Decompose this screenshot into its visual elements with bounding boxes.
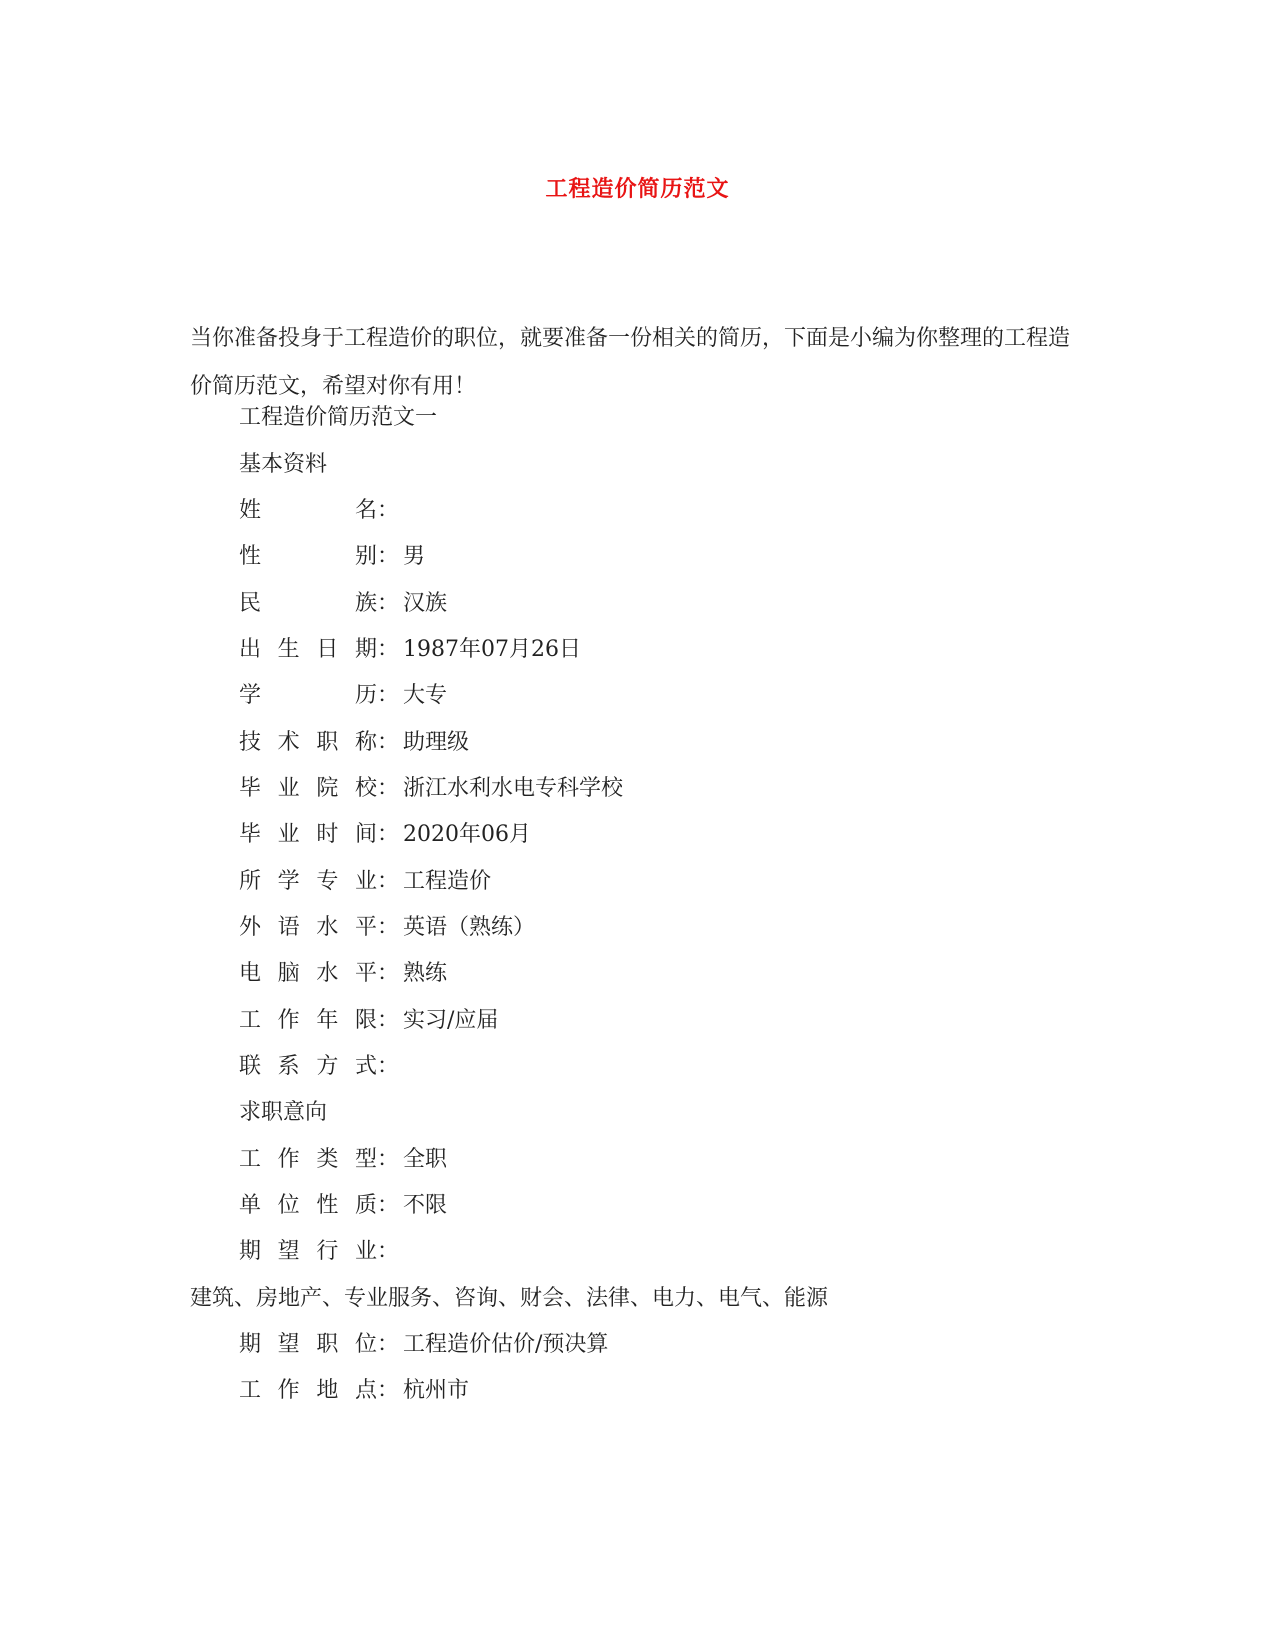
field-colon: ：	[377, 1193, 400, 1218]
field-row-major	[239, 864, 491, 895]
field-colon: ：	[377, 683, 400, 708]
field-colon: ：	[377, 822, 400, 847]
field-colon: ：	[377, 544, 400, 569]
field-value: 1987年07月26日	[403, 637, 581, 662]
field-value: 助理级	[403, 730, 470, 755]
field-value: 工程造价	[403, 869, 492, 894]
field-label: 性 别	[239, 544, 377, 569]
field-colon: ：	[377, 1147, 400, 1172]
field-row-computer	[239, 956, 447, 987]
job-intent-heading: 求职意向	[239, 1100, 328, 1125]
section-title: 工程造价简历范文一	[239, 405, 438, 430]
field-colon: ：	[377, 1008, 400, 1033]
field-colon: ：	[377, 591, 400, 616]
field-row-school	[239, 771, 623, 802]
field-value: 全职	[403, 1147, 448, 1172]
field-row-location	[239, 1373, 469, 1404]
field-colon: ：	[377, 915, 400, 940]
field-row-company-type	[239, 1188, 447, 1219]
field-row-education	[239, 678, 447, 709]
field-row-position	[239, 1327, 608, 1358]
field-value: 大专	[403, 683, 448, 708]
field-row-experience	[239, 1003, 498, 1034]
field-colon: ：	[377, 961, 400, 986]
field-row-graduation	[239, 817, 531, 848]
field-label: 毕业院校	[239, 776, 377, 801]
field-value: 熟练	[403, 961, 448, 986]
field-label: 民 族	[239, 591, 377, 616]
field-label: 姓 名	[239, 498, 377, 523]
field-label: 期望行业	[239, 1239, 377, 1264]
field-colon: ：	[377, 1239, 400, 1264]
industries-list: 建筑、房地产、专业服务、咨询、财会、法律、电力、电气、能源	[190, 1286, 829, 1311]
field-colon: ：	[377, 1054, 400, 1079]
field-label: 工作年限	[239, 1008, 377, 1033]
field-colon: ：	[377, 1332, 400, 1357]
document-title: 工程造价简历范文	[545, 176, 730, 202]
field-row-gender	[239, 539, 425, 570]
field-label: 技术职称	[239, 730, 377, 755]
field-label: 联系方式	[239, 1054, 377, 1079]
field-value: 2020年06月	[403, 822, 531, 847]
field-row-job-type	[239, 1142, 447, 1173]
field-value: 不限	[403, 1193, 448, 1218]
field-label: 外语水平	[239, 915, 377, 940]
field-label: 所学专业	[239, 869, 377, 894]
field-label: 学 历	[239, 683, 377, 708]
field-colon: ：	[377, 776, 400, 801]
field-value: 杭州市	[403, 1378, 470, 1403]
field-colon: ：	[377, 869, 400, 894]
field-value: 浙江水利水电专科学校	[403, 776, 624, 801]
field-colon: ：	[377, 730, 400, 755]
field-value: 实习/应届	[403, 1008, 499, 1033]
field-colon: ：	[377, 498, 400, 523]
field-value: 工程造价估价/预决算	[403, 1332, 609, 1357]
field-label: 工作类型	[239, 1147, 377, 1172]
field-row-language	[239, 910, 535, 941]
field-row-industry	[239, 1234, 403, 1265]
intro-paragraph: 当你准备投身于工程造价的职位，就要准备一份相关的简历，下面是小编为你整理的工程造价简历范文，希望对你有用！	[190, 326, 1071, 399]
field-row-ethnicity	[239, 586, 447, 617]
field-label: 电脑水平	[239, 961, 377, 986]
field-label: 工作地点	[239, 1378, 377, 1403]
field-colon: ：	[377, 637, 400, 662]
field-row-contact	[239, 1049, 403, 1080]
field-label: 毕业时间	[239, 822, 377, 847]
field-label: 出生日期	[239, 637, 377, 662]
field-value: 男	[403, 544, 426, 569]
field-value: 汉族	[403, 591, 448, 616]
field-row-birthdate	[239, 632, 581, 663]
field-colon: ：	[377, 1378, 400, 1403]
field-row-title	[239, 725, 469, 756]
field-value: 英语（熟练）	[403, 915, 536, 940]
field-label: 单位性质	[239, 1193, 377, 1218]
basic-info-heading: 基本资料	[239, 452, 328, 477]
field-label: 期望职位	[239, 1332, 377, 1357]
field-row-name	[239, 493, 403, 524]
